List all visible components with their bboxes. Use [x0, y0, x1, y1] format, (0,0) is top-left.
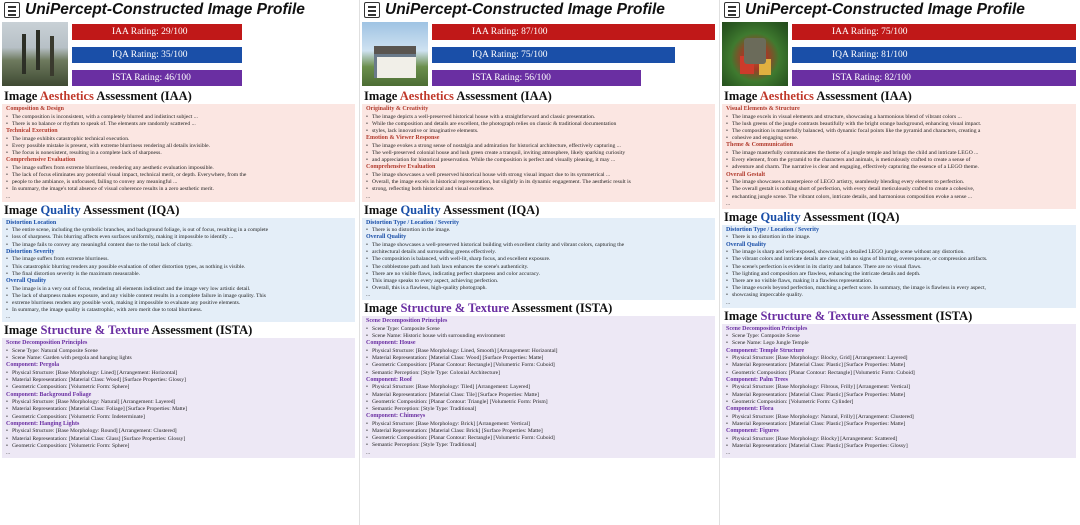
list-item: • Physical Structure: [Base Morphology: Lined] [Arrangement: Horizontal]	[6, 370, 351, 377]
list-item: • Semantic Perception: [Style Type: Colonial Architecture]	[366, 370, 711, 377]
group-heading: Theme & Communication	[726, 142, 793, 149]
group-heading: Component: Figures	[726, 428, 779, 435]
group-heading: Visual Elements & Structure	[726, 106, 800, 112]
list-item: • Geometric Composition: [Volumetric Form: Sphere]	[6, 443, 351, 450]
group-heading: Emotion & Viewer Response	[366, 135, 440, 142]
list-item: • Physical Structure: [Base Morphology: Fibrous, Frilly] [Arrangement: Vertical]	[726, 384, 1072, 391]
list-item: • The lush greens of the jungle contrasts beautifully with the bright orange background, enhancing visual impact.	[726, 121, 1072, 128]
title-suffix: Assessment (IQA)	[800, 209, 900, 224]
panel-header	[362, 0, 715, 20]
title-highlight: Structure & Texture	[40, 323, 150, 338]
list-item: • The lighting and composition are flawless, enhancing the intricate details and depth.	[726, 271, 1072, 278]
list-item: • The image exhibits catastrophic technical execution.	[6, 136, 351, 143]
group-heading: Comprehensive Evaluation	[6, 157, 76, 164]
list-item: • Physical Structure: [Base Morphology: Natural] [Arrangement: Layered]	[6, 399, 351, 406]
list-item: • Physical Structure: [Base Morphology: Tiled] [Arrangement: Layered]	[366, 384, 711, 391]
title-prefix: Image	[724, 209, 761, 224]
title-highlight: Aesthetics	[39, 89, 94, 103]
list-item: • Material Representation: [Material Class: Brick] [Surface Properties: Matte]	[366, 428, 711, 435]
group-heading: Overall Quality	[366, 234, 407, 241]
document-icon	[4, 2, 20, 18]
title-suffix: Assessment (IQA)	[440, 202, 540, 217]
group-heading: Component: Pergola	[6, 362, 60, 369]
list-item: • Material Representation: [Material Class: Glass] [Surface Properties: Glossy]	[6, 436, 351, 443]
group-heading: Component: Background Foliage	[6, 391, 92, 398]
list-item: • There is no balance or rhythm to speak of. The elements are randomly scattered ...	[6, 121, 351, 128]
ista-section-body	[362, 316, 715, 457]
title-highlight: Structure & Texture	[400, 301, 510, 316]
list-item: • enchanting jungle scene. The vibrant colors, intricate details, and harmonious composition evoke a sense ...	[726, 194, 1072, 201]
profile-summary	[722, 22, 1076, 88]
iaa-section-body	[722, 104, 1076, 209]
title-prefix: Image	[364, 89, 400, 103]
ellipsis: ...	[726, 450, 731, 457]
title-suffix: Assessment (IQA)	[80, 202, 180, 217]
iqa-rating-bar: IQA Rating: 35/100	[72, 47, 242, 63]
title-prefix: Image	[364, 301, 401, 316]
group-heading: Component: Roof	[366, 376, 412, 383]
list-item: • Material Representation: [Material Class: Plastic] [Surface Properties: Matte]	[726, 421, 1072, 428]
list-item: • Geometric Composition: [Planar Contour: Rectangle] [Volumetric Form: Cuboid]	[366, 435, 711, 442]
ista-rating-bar: ISTA Rating: 56/100	[432, 70, 641, 86]
group-heading: Overall Quality	[726, 241, 767, 248]
group-heading: Overall Gestalt	[726, 171, 766, 178]
list-item: • The image showcases a well-preserved historical building with excellent clarity and vibrant colors, capturing the	[366, 242, 711, 249]
list-item: • strong, reflecting both historical and visual excellence.	[366, 186, 711, 193]
list-item: • The composition is balanced, with well-lit, sharp focus, and excellent exposure.	[366, 256, 711, 263]
ista-section-title	[722, 308, 1076, 324]
group-heading: Scene Decomposition Principles	[726, 325, 808, 332]
list-item: • Physical Structure: [Base Morphology: Blocky] [Arrangement: Scattered]	[726, 436, 1072, 443]
iqa-section-title	[2, 202, 355, 218]
group-heading: Distortion Type / Location / Severity	[726, 226, 819, 233]
list-item: • Scene Name: Garden with pergola and hanging lights	[6, 355, 351, 362]
list-item: • While the composition and details are excellent, the photograph relies on classic & traditional documentation	[366, 121, 711, 128]
title-suffix: Assessment (IAA)	[93, 89, 192, 103]
profile-panel-3	[720, 0, 1080, 525]
profile-summary	[2, 22, 355, 88]
title-highlight: Aesthetics	[399, 89, 454, 103]
ratings	[432, 22, 715, 88]
list-item: • The image evokes a strong sense of nostalgia and admiration for historical architecture, effectively capturing ...	[366, 143, 711, 150]
group-heading: Component: Palm Trees	[726, 376, 788, 383]
list-item: • styles, lack innovative or imaginative elements.	[366, 128, 711, 135]
ratings	[792, 22, 1076, 88]
ista-section-body	[2, 338, 355, 458]
list-item: • Physical Structure: [Base Morphology: Round] [Arrangement: Clustered]	[6, 428, 351, 435]
list-item: • The image showcases a well preserved historical house with strong visual impact due to its symmetrical ...	[366, 172, 711, 179]
list-item: • The composition is inconsistent, with a completely blurred and indistinct subject ...	[6, 114, 351, 121]
title-highlight: Structure & Texture	[760, 308, 870, 323]
group-heading: Overall Quality	[6, 278, 47, 285]
list-item: • Material Representation: [Material Class: Plastic] [Surface Properties: Glossy]	[726, 443, 1072, 450]
ellipsis: ...	[6, 314, 11, 321]
list-item: • This image speaks to every aspect, achieving perfection.	[366, 278, 711, 285]
list-item: • The image fails to convey any meaningful content due to the total lack of clarity.	[6, 242, 351, 249]
group-heading: Component: Flora	[726, 406, 774, 413]
list-item: • people to the ambiance, is unfocused, failing to convey any meaningful ...	[6, 179, 351, 186]
list-item: • Scene Type: Natural Composite Scene	[6, 348, 351, 355]
list-item: • Material Representation: [Material Class: Wood] [Surface Properties: Glossy]	[6, 377, 351, 384]
list-item: • There are no visible flaws, making it a flawless representation.	[726, 278, 1072, 285]
list-item: • Geometric Composition: [Planar Contour: Rectangle] [Volumetric Form: Cuboid]	[726, 370, 1072, 377]
title-highlight: Aesthetics	[759, 89, 814, 103]
list-item: • Overall, the image excels in historical representation, but slightly in its dynamic engagement. The aesthetic result is	[366, 179, 711, 186]
title-highlight: Quality	[400, 202, 441, 217]
iqa-rating-bar: IQA Rating: 81/100	[792, 47, 1076, 63]
group-heading: Distortion Severity	[6, 248, 55, 255]
list-item: • Every possible mistake is present, with extreme blurriness rendering all details invisible.	[6, 143, 351, 150]
ista-section-title	[2, 322, 355, 338]
list-item: • Material Representation: [Material Class: Foliage] [Surface Properties: Matte]	[6, 406, 351, 413]
iaa-rating-bar: IAA Rating: 75/100	[792, 24, 1076, 40]
iaa-section-body	[362, 104, 715, 202]
group-heading: Distortion Location	[6, 219, 57, 226]
list-item: • Every element, from the pyramid to the characters and animals, is meticulously crafted to create a sense of	[726, 157, 1072, 164]
ellipsis: ...	[6, 193, 11, 200]
panel-header	[722, 0, 1076, 20]
list-item: • In summary, the image's total absence of visual coherence results in a zero aesthetic merit.	[6, 186, 351, 193]
ellipsis: ...	[366, 449, 371, 456]
list-item: • Geometric Composition: [Volumetric Form: Indeterminate]	[6, 414, 351, 421]
list-item: • There is no distortion in the image.	[366, 227, 711, 234]
list-item: • Scene Name: Lego Jungle Temple	[726, 340, 1072, 347]
sample-image	[362, 22, 428, 86]
list-item: • Material Representation: [Material Class: Plastic] [Surface Properties: Matte]	[726, 362, 1072, 369]
iqa-section-title	[722, 209, 1076, 225]
list-item: • The image suffers from extreme blurriness.	[6, 256, 351, 263]
list-item: • The lack of focus eliminates any potential visual impact, technical merit, or depth. Everywhere, from the	[6, 172, 351, 179]
list-item: • Physical Structure: [Base Morphology: Lined, Smooth] [Arrangement: Horizontal]	[366, 348, 711, 355]
iaa-rating-bar: IAA Rating: 29/100	[72, 24, 242, 40]
ista-rating-bar: ISTA Rating: 82/100	[792, 70, 1076, 86]
title-highlight: Quality	[760, 209, 801, 224]
iqa-section-body	[722, 225, 1076, 308]
ellipsis: ...	[726, 200, 731, 207]
list-item: • The well-preserved colonial house and lush green create a tranquil, inviting atmosphere, likely sparking curiosity	[366, 150, 711, 157]
group-heading: Scene Decomposition Principles	[366, 318, 448, 325]
group-heading: Technical Execution	[6, 128, 58, 134]
list-item: • The cobblestone path and lush lawn enhances the scene's authenticity.	[366, 264, 711, 271]
list-item: • Material Representation: [Material Class: Tile] [Surface Properties: Matte]	[366, 392, 711, 399]
group-heading: Originality & Creativity	[366, 106, 429, 112]
ellipsis: ...	[726, 299, 731, 306]
list-item: • In summary, the image quality is catastrophic, with zero merit due to total blurriness.	[6, 307, 351, 314]
title-suffix: Assessment (ISTA)	[509, 301, 613, 316]
ista-section-title	[362, 300, 715, 316]
list-item: • adventure and charm. The narrative is clear and engaging, effectively capturing the essence of a LEGO theme.	[726, 164, 1072, 171]
group-heading: Component: Chimneys	[366, 413, 426, 420]
list-item: • Scene Type: Composite Scene	[726, 333, 1072, 340]
list-item: • showcasing impeccable quality.	[726, 292, 1072, 299]
list-item: • The image is in a very out of focus, rendering all elements indistinct and the image very low artistic detail.	[6, 286, 351, 293]
panel-title: UniPercept-Constructed Image Profile	[745, 1, 1025, 18]
iqa-rating-bar: IQA Rating: 75/100	[432, 47, 675, 63]
list-item: • The entire scene, including the symbolic branches, and background foliage, is out of focus, resulting in a complete	[6, 227, 351, 234]
group-heading: Comprehensive Evaluation	[366, 164, 436, 171]
list-item: • Geometric Composition: [Planar Contour: Triangle] [Volumetric Form: Prism]	[366, 399, 711, 406]
list-item: • Geometric Composition: [Volumetric Form: Cylinder]	[726, 399, 1072, 406]
list-item: • The overall gestalt is nothing short of perfection, with every detail meticulously crafted to create a cohesive,	[726, 186, 1072, 193]
group-heading: Component: House	[366, 340, 416, 347]
list-item: • cohesive and engaging scene.	[726, 135, 1072, 142]
list-item: • Material Representation: [Material Class: Wood] [Surface Properties: Matte]	[366, 355, 711, 362]
list-item: • The image is sharp and well-exposed, showcasing a detailed LEGO jungle scene without any distortion.	[726, 249, 1072, 256]
list-item: • Physical Structure: [Base Morphology: Blocky, Grid] [Arrangement: Layered]	[726, 355, 1072, 362]
iaa-section-title	[2, 88, 355, 104]
list-item: • The image excels beyond perfection, matching a perfect score. In summary, the image is flawless in every aspect,	[726, 285, 1072, 292]
list-item: • Semantic Perception: [Style Type: Traditional]	[366, 406, 711, 413]
document-icon	[724, 2, 740, 18]
list-item: • Geometric Composition: [Planar Contour: Rectangle] [Volumetric Form: Cuboid]	[366, 362, 711, 369]
group-heading: Component: Temple Structure	[726, 347, 805, 354]
list-item: • The image suffers from extreme blurriness, rendering any aesthetic evaluation impossible.	[6, 165, 351, 172]
title-suffix: Assessment (ISTA)	[149, 323, 253, 338]
group-heading: Composition & Design	[6, 106, 65, 112]
ista-section-body	[722, 324, 1076, 458]
title-prefix: Image	[4, 323, 41, 338]
ellipsis: ...	[6, 450, 11, 457]
iqa-section-title	[362, 202, 715, 218]
list-item: • Scene Type: Composite Scene	[366, 326, 711, 333]
list-item: • Scene Name: Historic house with surrounding environment	[366, 333, 711, 340]
list-item: • The composition is masterfully balanced, with dynamic focal points like the pyramid and characters, creating a	[726, 128, 1072, 135]
list-item: • This catastrophic blurring renders any possible evaluation of other distortion types, as nothing is visible.	[6, 264, 351, 271]
list-item: • architectural details and surrounding greens effectively.	[366, 249, 711, 256]
iaa-rating-bar: IAA Rating: 87/100	[432, 24, 715, 40]
list-item: • Overall, this is a flawless, high-quality photograph.	[366, 285, 711, 292]
list-item: • loss of sharpness. This blurring affects even surfaces uniformly, making it impossible to identify ...	[6, 234, 351, 241]
list-item: • The focus is nonexistent, resulting in a complete lack of sharpness.	[6, 150, 351, 157]
title-suffix: Assessment (ISTA)	[869, 308, 973, 323]
sample-image	[2, 22, 68, 86]
list-item: • The scene's perfection is evident in its clarity and balance. There are no visual flaws.	[726, 264, 1072, 271]
panel-header	[2, 0, 355, 20]
list-item: • The image masterfully communicates the theme of a jungle temple and brings the child and intricate LEGO ...	[726, 150, 1072, 157]
list-item: • The image depicts a well-preserved historical house with a straightforward and classic presentation.	[366, 114, 711, 121]
list-item: • The final distortion severity is the maximum measurable.	[6, 271, 351, 278]
list-item: • The image showcases a masterpiece of LEGO artistry, seamlessly blending every element to perfection.	[726, 179, 1072, 186]
iqa-section-body	[362, 218, 715, 301]
ista-rating-bar: ISTA Rating: 46/100	[72, 70, 242, 86]
title-prefix: Image	[724, 89, 760, 103]
iqa-section-body	[2, 218, 355, 323]
list-item: • Semantic Perception: [Style Type: Traditional]	[366, 442, 711, 449]
list-item: • There are no visible flaws, indicating perfect sharpness and color accuracy.	[366, 271, 711, 278]
title-suffix: Assessment (IAA)	[813, 89, 912, 103]
ellipsis: ...	[366, 193, 371, 200]
profile-panel-2	[360, 0, 720, 525]
title-prefix: Image	[4, 202, 41, 217]
list-item: • The vibrant colors and intricate details are clear, with no signs of blurring, overexposure, or compression artifacts.	[726, 256, 1072, 263]
panel-title: UniPercept-Constructed Image Profile	[385, 1, 665, 18]
title-suffix: Assessment (IAA)	[453, 89, 552, 103]
title-prefix: Image	[724, 308, 761, 323]
title-prefix: Image	[4, 89, 40, 103]
list-item: • Geometric Composition: [Volumetric Form: Sphere]	[6, 384, 351, 391]
ellipsis: ...	[366, 292, 371, 299]
list-item: • extreme blurriness renders any possible work, making it impossible to evaluate any positive elements.	[6, 300, 351, 307]
list-item: • and appreciation for historical preservation. While the composition is perfect and visually pleasing, it may ...	[366, 157, 711, 164]
list-item: • Material Representation: [Material Class: Plastic] [Surface Properties: Matte]	[726, 392, 1072, 399]
document-icon	[364, 2, 380, 18]
list-item: • Physical Structure: [Base Morphology: Natural, Frilly] [Arrangement: Clustered]	[726, 414, 1072, 421]
group-heading: Component: Hanging Lights	[6, 420, 80, 427]
list-item: • The image excels in visual elements and structure, showcasing a harmonious blend of vibrant colors ...	[726, 114, 1072, 121]
iaa-section-title	[722, 88, 1076, 104]
ratings	[72, 22, 355, 88]
iaa-section-title	[362, 88, 715, 104]
title-prefix: Image	[364, 202, 401, 217]
list-item: • There is no distortion in the image.	[726, 234, 1072, 241]
list-item: • Physical Structure: [Base Morphology: Brick] [Arrangement: Vertical]	[366, 421, 711, 428]
group-heading: Distortion Type / Location / Severity	[366, 219, 459, 226]
sample-image	[722, 22, 788, 86]
iaa-section-body	[2, 104, 355, 202]
panel-title: UniPercept-Constructed Image Profile	[25, 1, 305, 18]
group-heading: Scene Decomposition Principles	[6, 340, 88, 347]
profile-summary	[362, 22, 715, 88]
title-highlight: Quality	[40, 202, 81, 217]
list-item: • The lack of sharpness makes exposure, and any visible content results in a complete failure in image quality. This	[6, 293, 351, 300]
profile-panel-1	[0, 0, 360, 525]
